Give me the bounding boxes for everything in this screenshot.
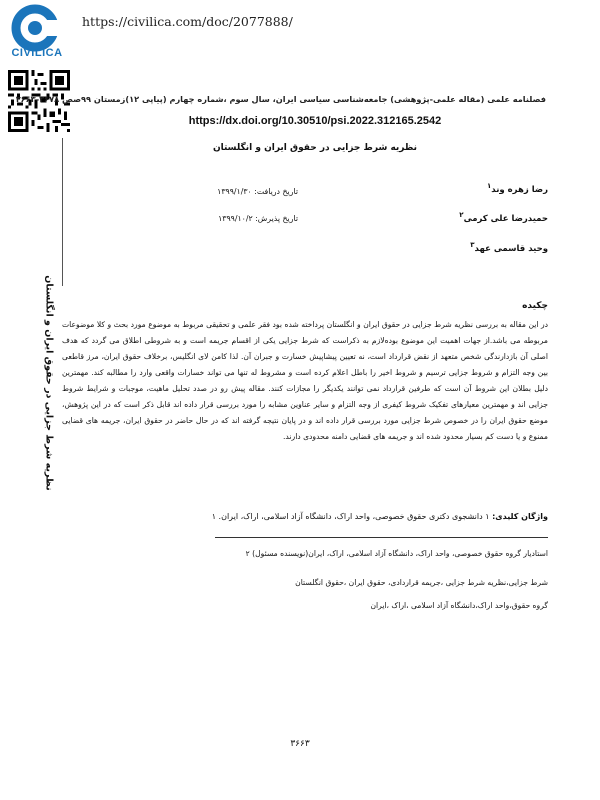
author-2-mark: ۲ <box>459 210 464 219</box>
document-url[interactable]: https://civilica.com/doc/2077888/ <box>82 14 293 29</box>
doi-link[interactable]: https://dx.doi.org/10.30510/psi.2022.312165.2542 <box>188 115 442 127</box>
author-3-name: وحید قاسمی عهد <box>474 243 548 254</box>
article-title: نظریه شرط جزایی در حقوق ایران و انگلستان <box>212 143 418 153</box>
author-1-name: رضا زهره وند <box>491 184 548 195</box>
side-running-title-text: نظریه شرط جزایی در حقوق ایران و انگلستان <box>43 274 55 491</box>
civilica-logo[interactable] <box>6 6 68 64</box>
author-2-name: حمیدرضا علی کرمی <box>463 213 548 224</box>
author-1 <box>487 181 548 195</box>
footnote-separator <box>215 537 548 538</box>
footnote-3: گروه حقوق،واحد اراک،دانشگاه آزاد اسلامی ،اراک ،ایران <box>370 601 548 610</box>
margin-rule <box>62 138 63 286</box>
page-number: ۳۶۶۳ <box>290 739 310 749</box>
abstract-body: در این مقاله به بررسی نظریه شرط جزایی در حقوق ایران و انگلستان پرداخته شده بود فقر علمی و تحقیقی مربوط به موضوع مورد بحث و کلا موضوعات مربوطه می باشد.از جهات اهمیت این موضوع بوده‌لازم به ذکراست که شرط جزایی یکی از اقسام جریمه است و به شروطی اطلاق می گردد که هدف اصلی آن بازدارندگی شخص متعهد از نقض قرارداد است، نه تعیین پیشاپیش خسارت و جبران آن. لذا کامن لای انگلیس، برخلاف حقوق ایران، مرز قاطعی بین وجه التزام و شروط جزایی ترسیم و شروط اخیر را باطل اعلام کرده است و مشروط له تنها می تواند خسارات واقعی وارد را مطالبه کند. مهمترین دلیل بطلان این شروط آن است که طرفین قرارداد نمی توانند یکدیگر را مجازات کنند. مقاله پیش رو در صدد تحلیل ماهیت، موجبات و شرایط شروط جزایی اند و مهمترین معیارهای تفکیک شروط کیفری از وجه التزام و سایر عناوین مشابه را مورد بررسی قرار داده اند قابل ذکر است که در این پژوهش، موضع حقوق ایران را در خصوص شرط جزایی مورد بررسی قرار داده اند و در پایان نتیجه گرفته اند که در حال حاضر در حقوق ایران، جریمه های قضایی ممنوع و یا دست کم بسیار محدود شده اند و جریمه های قضایی دامنه محدودی دارند. <box>62 320 548 441</box>
footnote-2: شرط جزایی،نظریه شرط جزایی ،جریمه قراردادی، حقوق ایران ،حقوق انگلستان <box>295 578 548 587</box>
logo-text: CIVILICA <box>11 47 63 59</box>
civilica-logo-icon <box>10 6 60 50</box>
footnote-1: استادیار گروه حقوق خصوصی، واحد اراک، دانشگاه آزاد اسلامی، اراک، ایران(نویسنده مسئول) ۲ <box>245 549 548 558</box>
author-1-mark: ۱ <box>486 181 492 190</box>
author-3-mark: ۳ <box>470 240 475 249</box>
journal-citation: فصلنامه علمی (مقاله علمی-پژوهشی) جامعه‌شناسی سیاسی ایران، سال سوم ،شماره چهارم (پیاپی ۱۲)زمستان ۹۹صص ۳۶۷۸-۳۶۶۳ <box>15 94 546 104</box>
author-2 <box>459 210 548 224</box>
author-3 <box>470 240 548 254</box>
keywords-text: ۱ دانشجوی دکتری حقوق خصوصی، واحد اراک، دانشگاه آزاد اسلامی، اراک، ایران. ۱ <box>211 512 490 521</box>
accepted-date: تاریخ پذیرش: ۱۳۹۹/۱۰/۲ <box>218 214 298 223</box>
keywords-line <box>62 512 548 521</box>
side-running-title <box>36 274 62 491</box>
abstract-heading: چکیده <box>522 301 548 311</box>
received-date: تاریخ دریافت: ۱۳۹۹/۱/۳۰ <box>217 187 298 196</box>
keywords-label: واژگان کلیدی: <box>492 512 548 521</box>
